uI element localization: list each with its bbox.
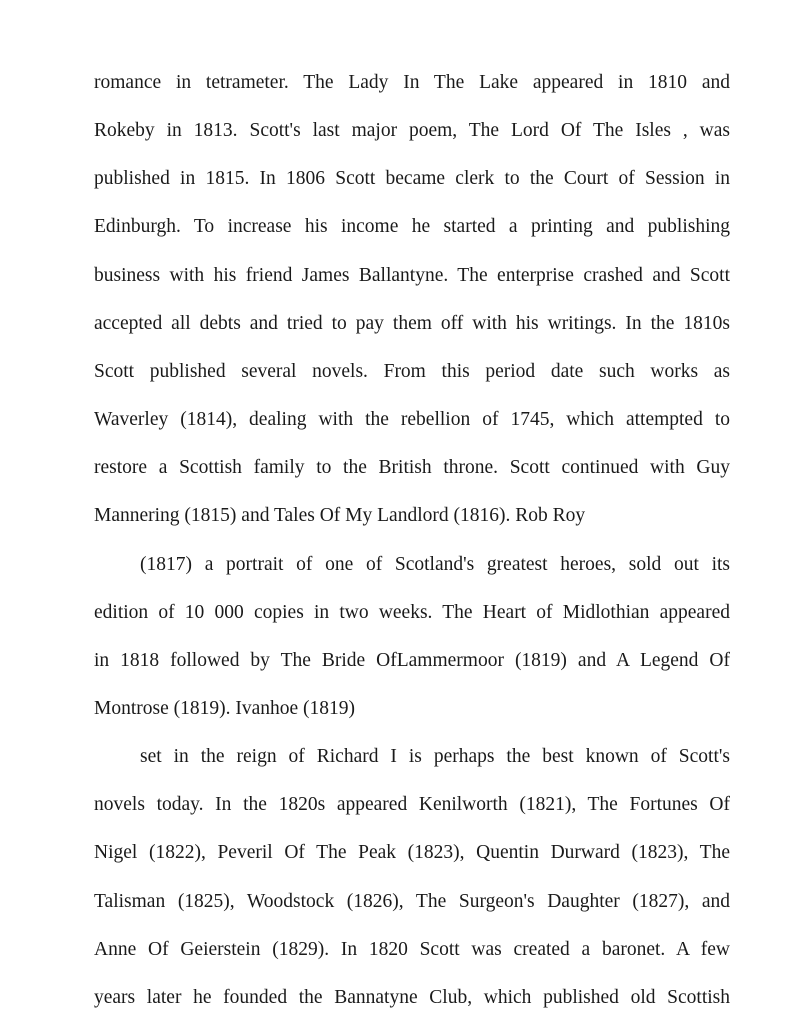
text-line: Edinburgh. To increase his income he started a printing and publishing xyxy=(94,216,730,238)
text-line: Scott published several novels. From this period date such works as xyxy=(94,360,730,382)
text-line: Nigel (1822), Peveril Of The Peak (1823), Quentin Durward (1823), The xyxy=(94,842,730,864)
text-line: in 1818 followed by The Bride OfLammermoor (1819) and A Legend Of xyxy=(94,649,730,671)
text-line: novels today. In the 1820s appeared Kenilworth (1821), The Fortunes Of xyxy=(94,794,730,816)
text-line: set in the reign of Richard I is perhaps the best known of Scott's xyxy=(140,746,730,768)
text-line: Rokeby in 1813. Scott's last major poem, The Lord Of The Isles , was xyxy=(94,120,730,142)
text-line: edition of 10 000 copies in two weeks. The Heart of Midlothian appeared xyxy=(94,601,730,623)
text-line: Mannering (1815) and Tales Of My Landlord (1816). Rob Roy xyxy=(94,505,586,527)
text-line: business with his friend James Ballantyne. The enterprise crashed and Scott xyxy=(94,264,730,286)
text-line: years later he founded the Bannatyne Club, which published old Scottish xyxy=(94,986,730,1008)
text-line: restore a Scottish family to the British throne. Scott continued with Guy xyxy=(94,457,730,479)
text-line: accepted all debts and tried to pay them off with his writings. In the 1810s xyxy=(94,312,730,334)
text-line: Montrose (1819). Ivanhoe (1819) xyxy=(94,697,356,719)
text-line: published in 1815. In 1806 Scott became clerk to the Court of Session in xyxy=(94,168,730,190)
text-line: (1817) a portrait of one of Scotland's greatest heroes, sold out its xyxy=(140,553,730,575)
text-line: romance in tetrameter. The Lady In The Lake appeared in 1810 and xyxy=(94,72,730,93)
text-line: Anne Of Geierstein (1829). In 1820 Scott was created a baronet. A few xyxy=(94,938,730,960)
text-line: Talisman (1825), Woodstock (1826), The Surgeon's Daughter (1827), and xyxy=(94,890,730,912)
text-line: Waverley (1814), dealing with the rebellion of 1745, which attempted to xyxy=(94,409,730,431)
